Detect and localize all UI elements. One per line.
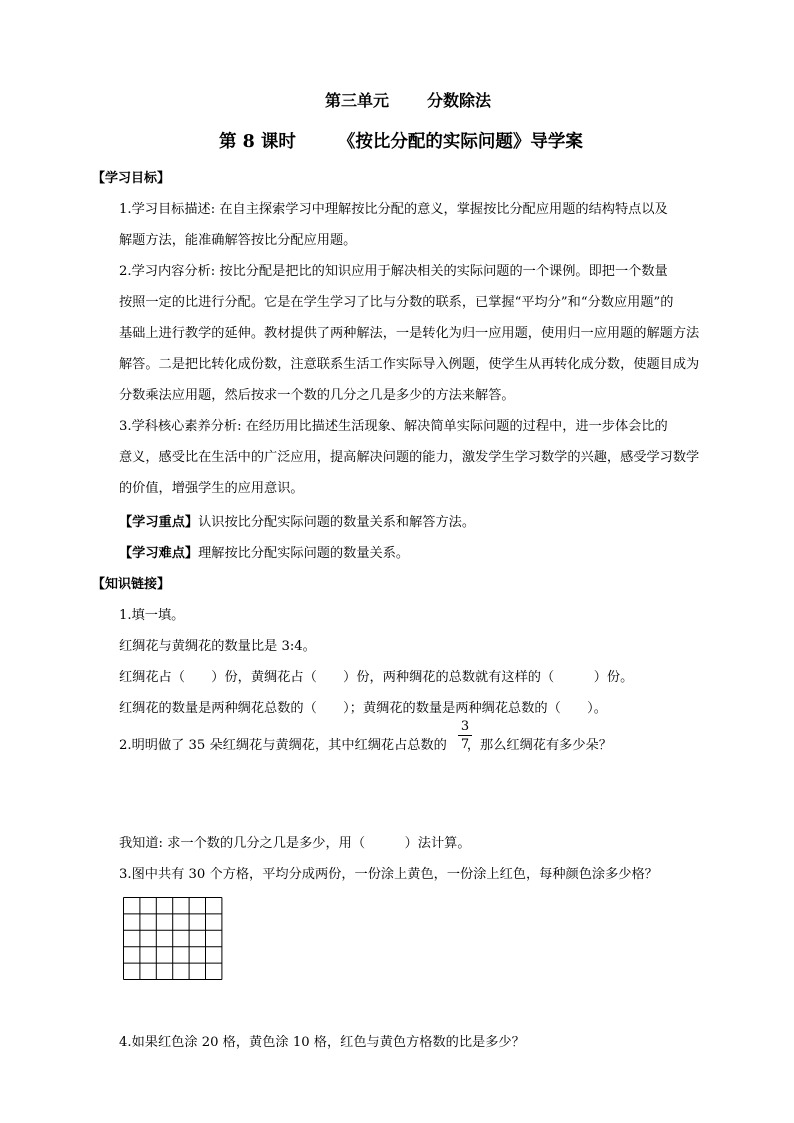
learning-focus	[119, 511, 475, 530]
question-1-title: 1.填一填。	[119, 608, 185, 623]
question-1-fractions: 红绸花的数量是两种绸花总数的（ ）；黄绸花的数量是两种绸花总数的（ ）。	[119, 701, 607, 716]
goal-2-line-1: 2.学习内容分析: 按比分配是把比的知识应用于解决相关的实际问题的一个课例。即把一个数量	[119, 264, 668, 279]
question-3: 3.图中共有 30 个方格，平均分成两份，一份涂上黄色，一份涂上红色，每种颜色涂多少格？	[119, 867, 658, 882]
unit-title	[325, 88, 491, 111]
difficulty-label: 【学习难点】	[119, 546, 199, 561]
section-goals-heading: 【学习目标】	[92, 171, 171, 186]
lesson-title	[219, 128, 583, 153]
difficulty-text: 理解按比分配实际问题的数量关系。	[198, 546, 410, 561]
goal-2-line-3: 基础上进行教学的延伸。教材提供了两种解法，一是转化为归一应用题，使用归一应用题的解题方法	[119, 326, 700, 341]
goal-2-line-5: 分数乘法应用题，然后按求一个数的几分之几是多少的方法来解答。	[119, 388, 515, 403]
fraction-bar	[458, 735, 472, 736]
section-links-heading: 【知识链接】	[92, 577, 171, 592]
question-4: 4.如果红色涂 20 格，黄色涂 10 格，红色与黄色方格数的比是多少？	[119, 1035, 525, 1050]
goal-3-line-3: 的价值，增强学生的应用意识。	[119, 481, 304, 496]
question-2-text-b: ，那么红绸花有多少朵？	[466, 738, 612, 753]
focus-label: 【学习重点】	[119, 515, 199, 530]
fraction-numerator: 3	[460, 719, 470, 734]
question-2-text-a: 2.明明做了 35 朵红绸花与黄绸花，其中红绸花占总数的	[119, 738, 447, 753]
question-2	[119, 734, 612, 753]
goal-2-line-4: 解答。二是把比转化成份数，注意联系生活工作实际导入例题，使学生从再转化成分数，使题目成为	[119, 357, 700, 372]
goal-1-line-1: 1.学习目标描述: 在自主探索学习中理解按比分配的意义，掌握按比分配应用题的结构特点以及	[119, 202, 668, 217]
fraction-denominator: 7	[460, 737, 470, 752]
square-grid	[123, 897, 224, 981]
lesson-name: 《按比分配的实际问题》导学案	[337, 132, 583, 152]
unit-topic: 分数除法	[427, 91, 492, 110]
goal-3-line-1: 3.学科核心素养分析: 在经历用比描述生活现象、解决简单实际问题的过程中，进一步体会比的	[119, 419, 668, 434]
goal-3-line-2: 意义，感受比在生活中的广泛应用，提高解决问题的能力，激发学生学习数学的兴趣，感受学习数学	[119, 450, 700, 465]
question-1-ratio: 红绸花与黄绸花的数量比是 3:4。	[119, 639, 316, 654]
unit-number: 第三单元	[325, 91, 390, 110]
learning-difficulty	[119, 542, 409, 561]
lesson-number: 第 8 课时	[219, 132, 296, 152]
goal-2-line-2: 按照一定的比进行分配。它是在学生学习了比与分数的联系，已掌握“平均分”和“分数应用题”的	[119, 295, 674, 310]
goal-1-line-2: 解题方法，能准确解答按比分配应用题。	[119, 233, 357, 248]
fraction-three-sevenths	[458, 719, 472, 752]
question-1-parts: 红绸花占（ ）份，黄绸花占（ ）份，两种绸花的总数就有这样的（ ）份。	[119, 670, 634, 685]
question-2-hint: 我知道: 求一个数的几分之几是多少，用（ ）法计算。	[119, 836, 471, 851]
grid-lines	[124, 898, 222, 980]
focus-text: 认识按比分配实际问题的数量关系和解答方法。	[198, 515, 476, 530]
